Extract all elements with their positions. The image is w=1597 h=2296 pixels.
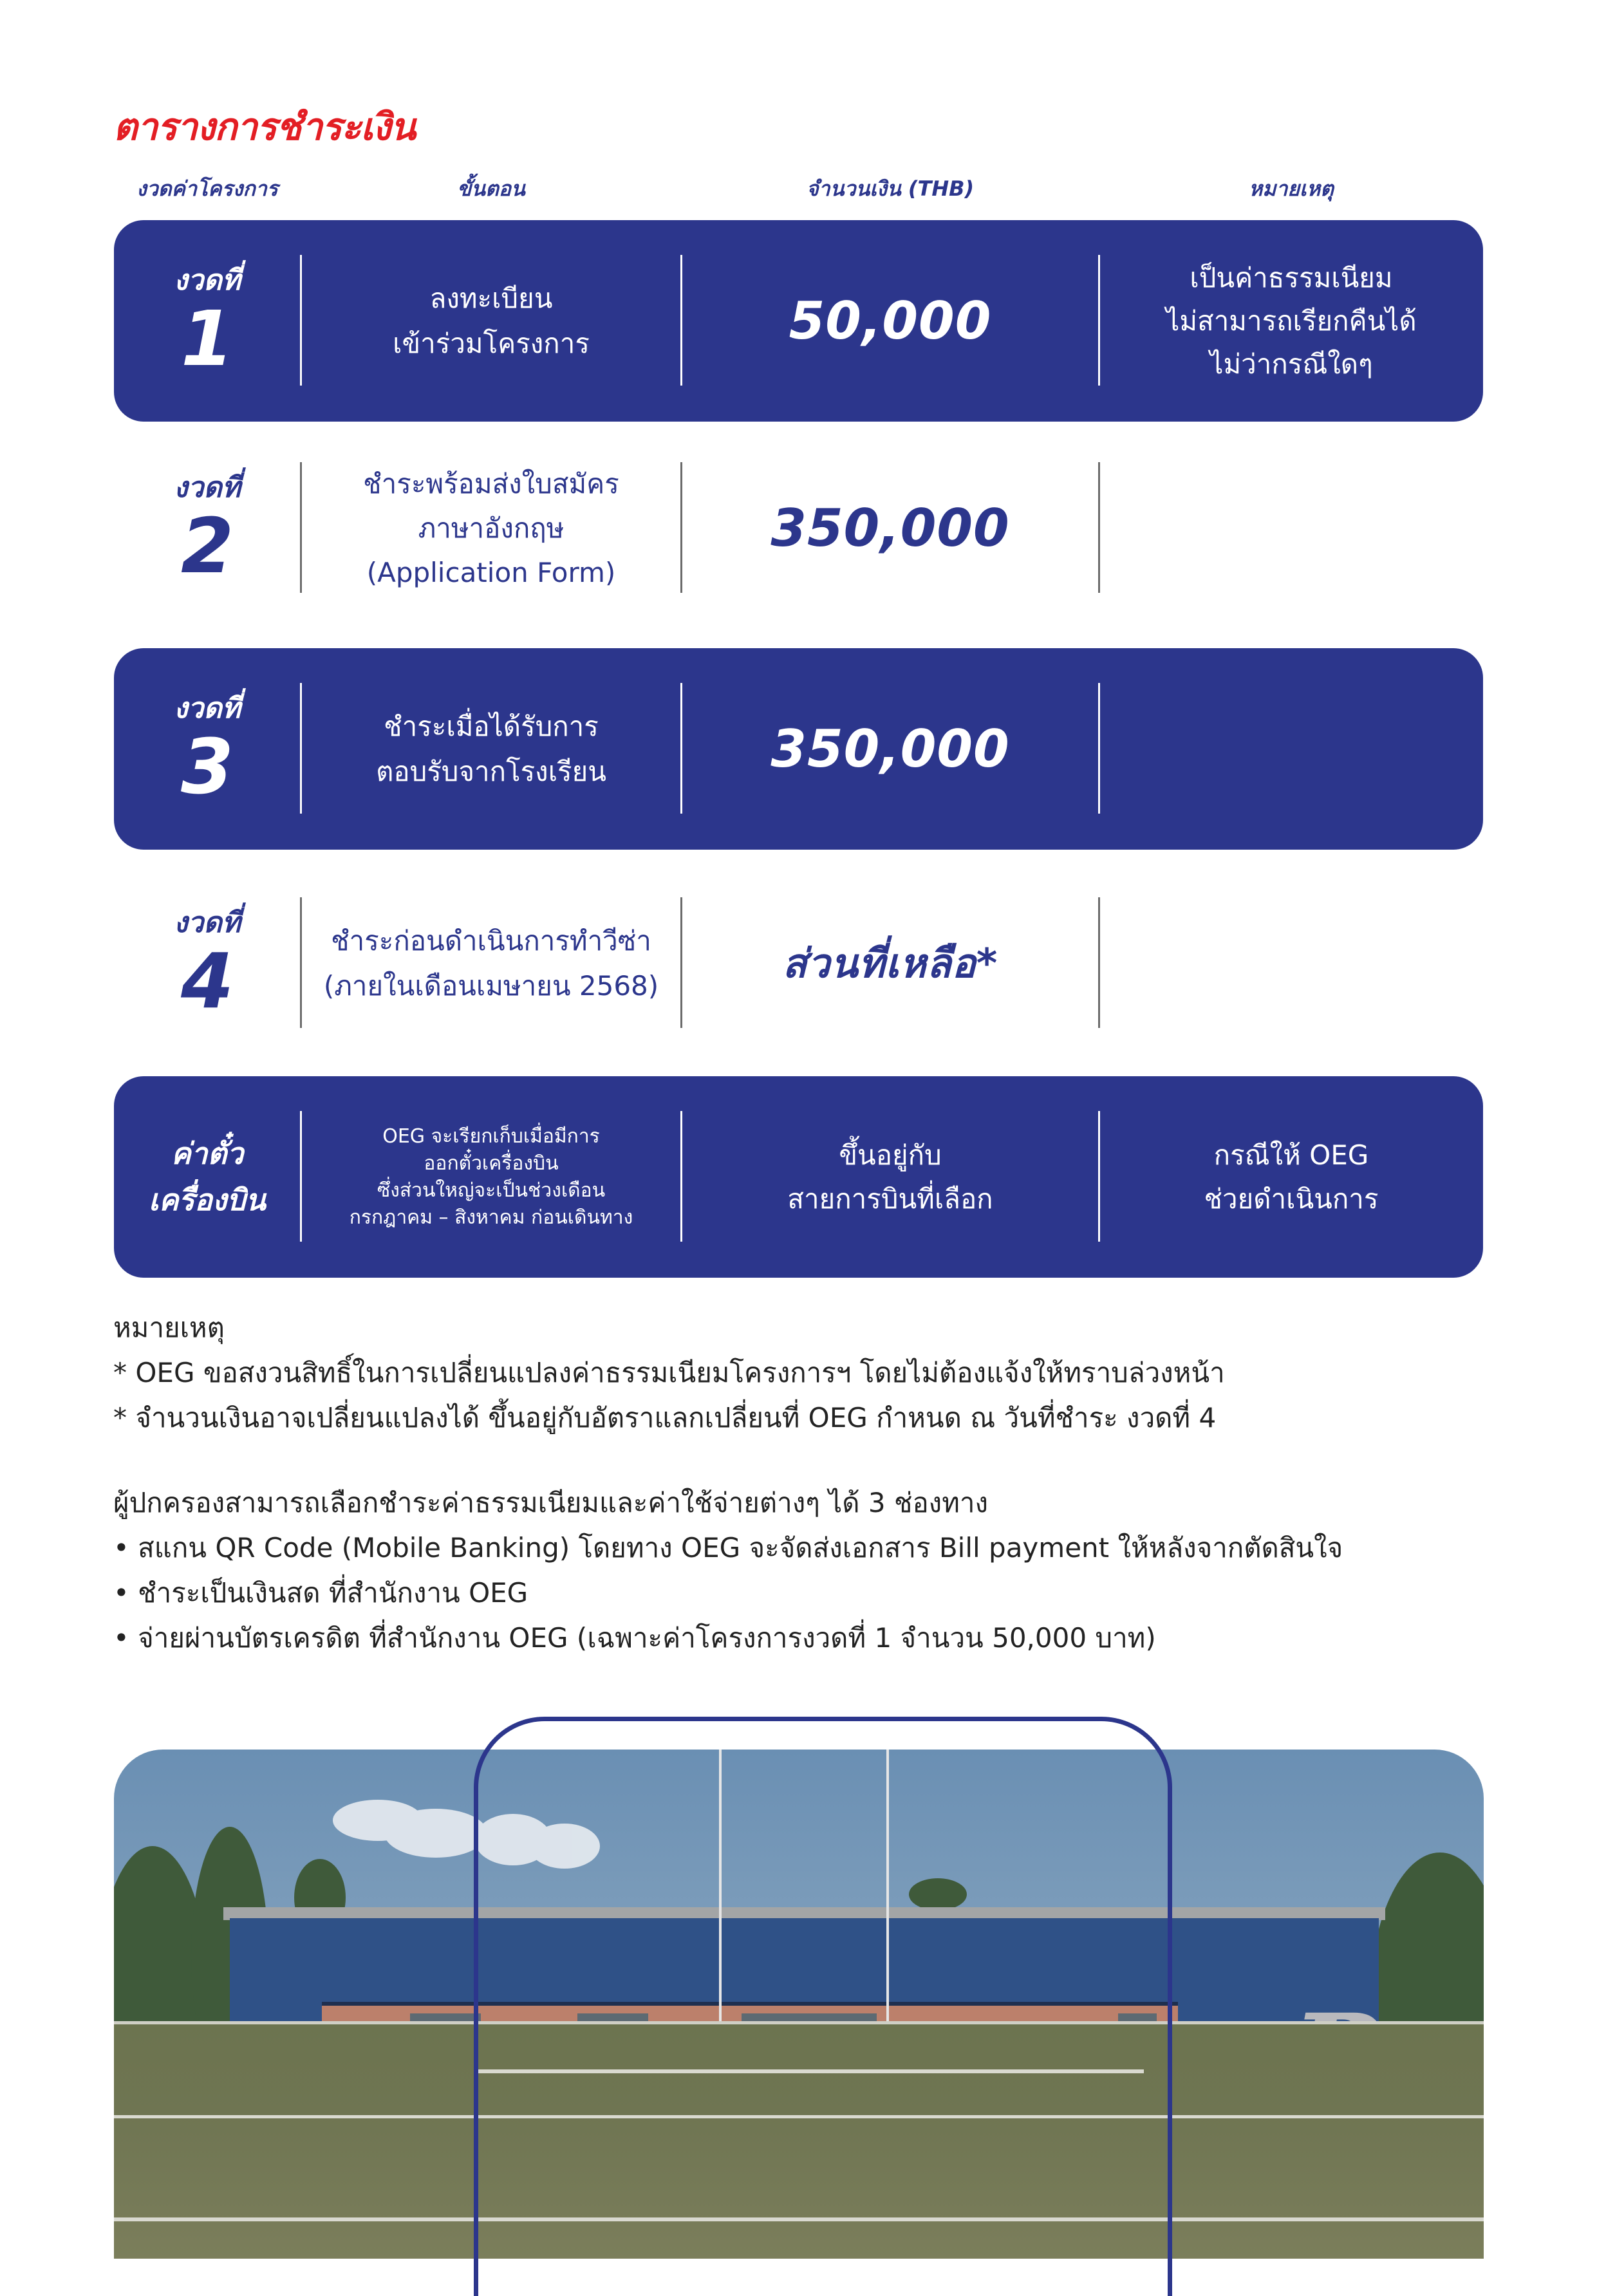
remarks-heading: หมายเหตุ: [113, 1312, 225, 1343]
payment-row-1: [114, 220, 1483, 422]
step-line: ภาษาอังกฤษ: [418, 512, 565, 544]
installment-word: งวดที่: [174, 264, 241, 297]
step-line: ชำระก่อนดำเนินการทำวีซ่า: [331, 925, 651, 957]
column-header-amount: จำนวนเงิน (THB): [806, 176, 975, 201]
arch-outline: [474, 1717, 1172, 2296]
payment-row-2: [114, 427, 1483, 629]
amount-cell: [682, 1076, 1099, 1278]
amount-cell: [682, 863, 1099, 1064]
column-header-note: หมายเหตุ: [1249, 176, 1334, 201]
step-line: (Application Form): [366, 557, 616, 589]
amount-value: 50,000: [789, 291, 992, 351]
step-line: ซึ่งส่วนใหญ่จะเป็นช่วงเดือน: [377, 1179, 606, 1202]
step-line: เข้าร่วมโครงการ: [393, 327, 590, 359]
step-line: ตอบรับจากโรงเรียน: [376, 755, 606, 787]
step-line: ออกตั๋วเครื่องบิน: [424, 1152, 559, 1175]
installment-word: งวดที่: [174, 906, 241, 940]
step-line: ชำระเมื่อได้รับการ: [384, 711, 599, 743]
installment-number: 1: [180, 294, 234, 383]
payment-row-3: [114, 648, 1483, 850]
step-cell: [301, 648, 681, 850]
amount-cell: [682, 427, 1099, 629]
remarks-section: [113, 1305, 1497, 1441]
step-cell: [301, 863, 681, 1064]
amount-line: ขึ้นอยู่กับ: [839, 1139, 942, 1171]
note-cell: [1099, 220, 1483, 422]
installment-cell: [114, 648, 301, 850]
amount-cell: [682, 220, 1099, 422]
step-line: กรกฎาคม – สิงหาคม ก่อนเดินทาง: [349, 1206, 633, 1229]
payment-channel-item: • จ่ายผ่านบัตรเครดิต ที่สำนักงาน OEG (เฉพาะค่าโครงการงวดที่ 1 จำนวน 50,000 บาท): [113, 1622, 1156, 1654]
payment-channels-intro: ผู้ปกครองสามารถเลือกชำระค่าธรรมเนียมและค่าใช้จ่ายต่างๆ ได้ 3 ช่องทาง: [113, 1487, 988, 1518]
remark-item: * จำนวนเงินอาจเปลี่ยนแปลงได้ ขึ้นอยู่กับอัตราแลกเปลี่ยนที่ OEG กำหนด ณ วันที่ชำระ งวดที่ 4: [113, 1402, 1217, 1433]
installment-word: งวดที่: [174, 471, 241, 505]
installment-number: 2: [180, 501, 234, 590]
installment-cell: [114, 220, 301, 422]
step-cell: [301, 1076, 681, 1278]
payment-channel-item: • ชำระเป็นเงินสด ที่สำนักงาน OEG: [113, 1577, 528, 1609]
note-cell: [1099, 427, 1483, 629]
remark-item: * OEG ขอสงวนสิทธิ์ในการเปลี่ยนแปลงค่าธรรมเนียมโครงการฯ โดยไม่ต้องแจ้งให้ทราบล่วงหน้า: [113, 1357, 1225, 1388]
step-line: ชำระพร้อมส่งใบสมัคร: [363, 467, 619, 499]
note-line: ช่วยดำเนินการ: [1204, 1182, 1379, 1215]
page-title: ตารางการชำระเงิน: [113, 105, 416, 149]
column-header-installment: งวดค่าโครงการ: [136, 176, 278, 201]
note-line: กรณีให้ OEG: [1213, 1139, 1369, 1171]
amount-cell: [682, 648, 1099, 850]
step-line: (ภายในเดือนเมษายน 2568): [323, 969, 659, 1002]
step-line: OEG จะเรียกเก็บเมื่อมีการ: [382, 1125, 600, 1148]
amount-value: 350,000: [770, 498, 1010, 558]
airfare-label-line: เครื่องบิน: [149, 1182, 266, 1217]
step-cell: [301, 427, 681, 629]
installment-cell: [114, 1076, 301, 1278]
installment-word: งวดที่: [174, 692, 241, 725]
amount-line: สายการบินที่เลือก: [787, 1182, 993, 1215]
note-line: เป็นค่าธรรมเนียม: [1190, 261, 1393, 294]
note-cell: [1099, 1076, 1483, 1278]
payment-channels-section: [113, 1480, 1497, 1661]
installment-cell: [114, 427, 301, 629]
installment-number: 3: [180, 722, 234, 811]
amount-value: 350,000: [770, 719, 1010, 779]
amount-value: ส่วนที่เหลือ*: [782, 939, 998, 987]
payment-row-airfare: [114, 1076, 1483, 1278]
note-line: ไม่สามารถเรียกคืนได้: [1166, 304, 1417, 337]
installment-cell: [114, 863, 301, 1064]
airfare-label-line: ค่าตั๋ว: [171, 1136, 244, 1171]
note-cell: [1099, 648, 1483, 850]
note-line: ไม่ว่ากรณีใดๆ: [1209, 348, 1373, 380]
payment-row-4: [114, 863, 1483, 1064]
step-line: ลงทะเบียน: [429, 283, 553, 315]
installment-number: 4: [180, 936, 234, 1025]
step-cell: [301, 220, 681, 422]
column-header-step: ขั้นตอน: [457, 176, 525, 201]
payment-channel-item: • สแกน QR Code (Mobile Banking) โดยทาง OEG จะจัดส่งเอกสาร Bill payment ให้หลังจากตัดสินใจ: [113, 1532, 1343, 1563]
note-cell: [1099, 863, 1483, 1064]
